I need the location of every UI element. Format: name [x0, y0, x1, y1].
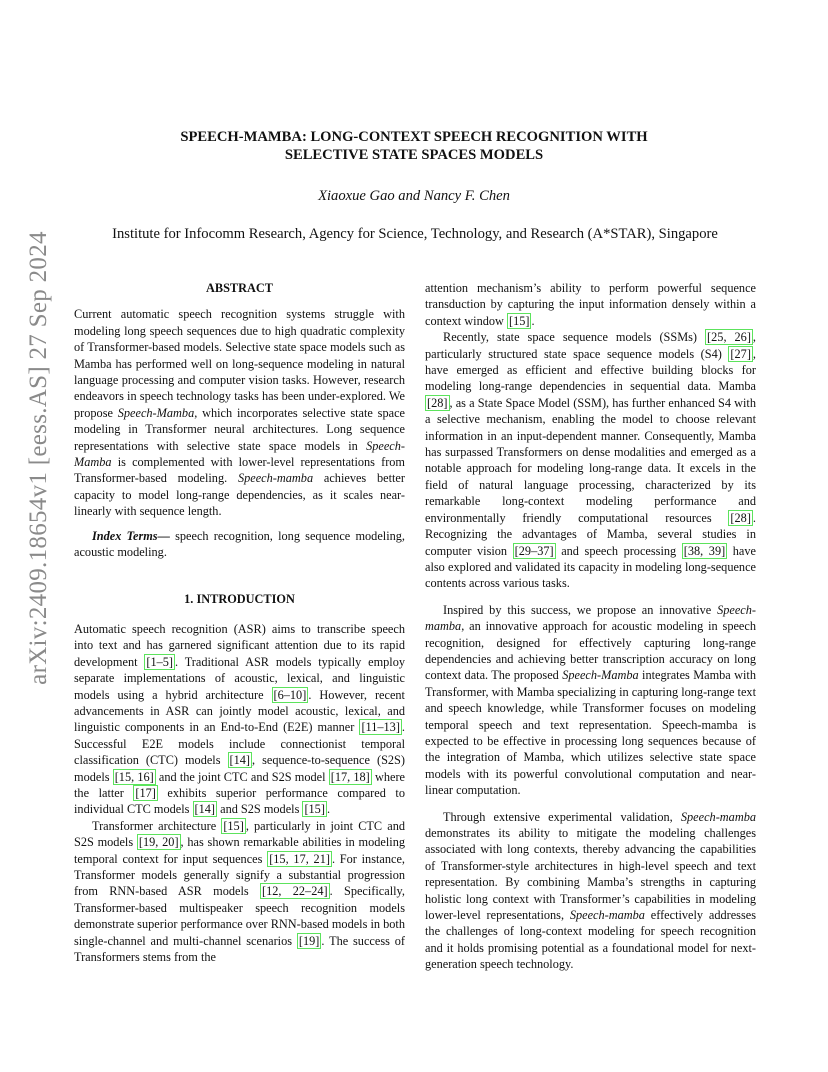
- citation-link[interactable]: [11–13]: [361, 720, 400, 735]
- paragraph-text: demonstrates its ability to mitigate the modeling challenges associated with long contexts, thereby advancing the capabilities of Transformer-style architectures in high-level speech and text representation. By combining Mamba’s strengths in capturing holistic long context with Transformer’s capabilities in modeling lower-level representations,: [425, 826, 756, 923]
- citation-link[interactable]: [15]: [223, 818, 244, 833]
- arxiv-identifier: arXiv:2409.18654v1 [eess.AS] 27 Sep 2024: [25, 231, 52, 685]
- intro-paragraph-1: [74, 621, 405, 818]
- paragraph-text: . Specifically, Transformer-based multispeaker speech recognition models demonstrate superior performance over RNN-based models in both single-channel and multi-channel scenarios: [74, 884, 405, 948]
- abstract-italic-term: Speech-Mamba: [117, 405, 195, 420]
- citation-link[interactable]: [6–10]: [273, 687, 307, 702]
- paragraph-text: , have emerged as efficient and effective building blocks for modeling long-range dependencies in sequential data. Mamba: [425, 346, 756, 394]
- section-heading-introduction: 1. INTRODUCTION: [184, 591, 295, 606]
- paragraph-text: effectively addresses the challenges of long-context modeling for speech recognition and it holds promising potential as a foundational model for next-generation speech technology.: [425, 908, 756, 972]
- citation-link[interactable]: [29–37]: [514, 543, 554, 558]
- abstract-text-part: is complemented with lower-level representations from Transformer-based modeling.: [74, 455, 405, 486]
- citation-link[interactable]: [15, 16]: [114, 769, 154, 784]
- citation-link[interactable]: [19, 20]: [138, 835, 179, 850]
- abstract-text-part: , which incorporates selective state space modeling in Transformer neural architectures. Long sequence representations with selective state space models in: [74, 405, 405, 453]
- arxiv-identifier-margin: [20, 231, 58, 685]
- paragraph-text: , an innovative approach for acoustic modeling in speech recognition, designed for effectively capturing long-range dependencies and achieving better transcription accuracy on long context data. The proposed: [425, 619, 756, 683]
- citation-link[interactable]: [1–5]: [146, 654, 174, 669]
- paragraph-text: . However, recent advancements in ASR can jointly model acoustic, lexical, and linguistic components in an End-to-End (E2E) manner: [74, 687, 405, 735]
- right-paragraph-4: [425, 809, 756, 973]
- paragraph-text: , particularly structured state space sequence models (S4): [425, 330, 756, 361]
- citation-link[interactable]: [15]: [304, 802, 325, 817]
- title-line-1: SPEECH-MAMBA: LONG-CONTEXT SPEECH RECOGNITION WITH: [180, 129, 648, 145]
- right-paragraph-1: [425, 280, 756, 329]
- citation-link[interactable]: [19]: [298, 933, 320, 948]
- abstract-text-part: achieves better capacity to model long-range dependencies, as it scales near-linearly with sequence length.: [74, 471, 405, 519]
- intro-paragraph-2: [74, 818, 405, 966]
- abstract-italic-term: Speech-Mamba: [74, 438, 405, 470]
- citation-link[interactable]: [14]: [194, 802, 216, 817]
- paragraph-text: Transformer architecture: [92, 818, 222, 833]
- abstract-text: [74, 306, 405, 519]
- citation-link[interactable]: [15, 17, 21]: [269, 851, 330, 866]
- paragraph-text: . The success of Transformers stems from the: [74, 933, 405, 965]
- index-terms-text: speech recognition, long sequence modeling, acoustic modeling.: [74, 528, 405, 560]
- left-column: [74, 280, 405, 965]
- right-column: [425, 280, 756, 973]
- citation-link[interactable]: [17, 18]: [330, 769, 370, 784]
- paragraph-text: , as a State Space Model (SSM), has further enhanced S4 with a selective mechanism, enabling the model to choose relevant information in an input-dependent manner. Consequently, Mamba has surpassed Transformers on dense modalities and emerged as a notable approach for modeling long-range data. It excels in the field of natural language processing, characterized by its remarkable long-context modeling performance and environmentally friendly computational resources: [425, 395, 756, 525]
- paragraph-text: and S2S models: [217, 802, 303, 817]
- abstract-italic-term: Speech-mamba: [237, 471, 314, 486]
- citation-link[interactable]: [27]: [730, 346, 751, 361]
- abstract-text-part: Current automatic speech recognition systems struggle with modeling long speech sequences due to high quadratic complexity of Transformer-based models. Selective state space models such as Mamba has performed well on long-sequence modeling in natural language processing and computer vision tasks. However, research endeavors in speech technology tasks has been under-explored. We propose: [74, 307, 405, 420]
- citation-link[interactable]: [14]: [229, 753, 251, 768]
- paragraph-text: .: [531, 313, 535, 328]
- paragraph-text: Recently, state space sequence models (SSMs): [443, 330, 706, 345]
- paragraph-text: .: [326, 802, 331, 817]
- citation-link[interactable]: [12, 22–24]: [261, 884, 328, 899]
- abstract-heading: ABSTRACT: [206, 281, 273, 295]
- paragraph-text: where the latter: [74, 769, 405, 800]
- paragraph-text: and the joint CTC and S2S model: [155, 769, 329, 784]
- paragraph-text: exhibits superior performance compared to individual CTC models: [74, 785, 405, 817]
- paragraph-text: and speech processing: [555, 543, 682, 558]
- paragraph-text: integrates Mamba with Transformer, with Mamba specializing in capturing long-range text and speech knowledge, while Transformer focuses on modeling temporal speech and text representation. Speech-mamba is expected to be effective in processing long sequences because of the integration of Mamba, which utilizes selective state space models with its powerful convolutional computation and near-linear computation.: [425, 668, 756, 798]
- authors: Xiaoxue Gao and Nancy F. Chen: [318, 188, 510, 204]
- index-terms: [74, 528, 405, 561]
- paragraph-text: Through extensive experimental validation,: [443, 809, 681, 824]
- title-line-2: SELECTIVE STATE SPACES MODELS: [284, 147, 544, 163]
- citation-link[interactable]: [28]: [427, 395, 448, 410]
- right-paragraph-3: [425, 602, 756, 799]
- citation-link[interactable]: [38, 39]: [683, 543, 726, 558]
- paragraph-text: . Successful E2E models include connectionist temporal classification (CTC) models: [74, 720, 405, 768]
- paper-title: [74, 128, 754, 164]
- right-paragraph-2: [425, 329, 756, 592]
- paragraph-text: . Recognizing the advantages of Mamba, several studies in computer vision: [425, 510, 756, 558]
- affiliation: Institute for Infocomm Research, Agency for Science, Technology, and Research (A*STAR), Singapore: [112, 226, 718, 242]
- citation-link[interactable]: [15]: [508, 313, 530, 328]
- paragraph-text: . Traditional ASR models typically employ separate implementations of acoustic, lexical, and linguistic models using a hybrid architecture: [74, 654, 405, 702]
- paragraph-text: Inspired by this success, we propose an innovative: [443, 602, 718, 617]
- index-terms-label: Index Terms—: [92, 528, 170, 543]
- paragraph-text: , has shown remarkable abilities in modeling temporal context for input sequences: [74, 835, 406, 866]
- paragraph-text: attention mechanism’s ability to perform powerful sequence transduction by capturing the input information densely within a context window: [425, 281, 756, 328]
- paragraph-text: have also explored and validated its capacity in modeling long-sequence contents across various tasks.: [425, 543, 756, 591]
- paragraph-text: , particularly in joint CTC and S2S models: [74, 818, 405, 850]
- paragraph-text: Automatic speech recognition (ASR) aims to transcribe speech into text and has garnered significant attention due to its rapid development: [74, 621, 405, 669]
- italic-term: Speech-mamba: [425, 602, 756, 634]
- italic-term: Speech-Mamba: [562, 668, 639, 683]
- paragraph-text: . For instance, Transformer models generally signify a substantial progression from RNN-based ASR models: [74, 851, 405, 899]
- italic-term: Speech-mamba: [569, 908, 645, 923]
- citation-link[interactable]: [17]: [135, 785, 156, 800]
- citation-link[interactable]: [28]: [730, 510, 751, 525]
- paragraph-text: , sequence-to-sequence (S2S) models: [74, 753, 405, 784]
- citation-link[interactable]: [25, 26]: [707, 330, 751, 345]
- italic-term: Speech-mamba: [680, 809, 756, 824]
